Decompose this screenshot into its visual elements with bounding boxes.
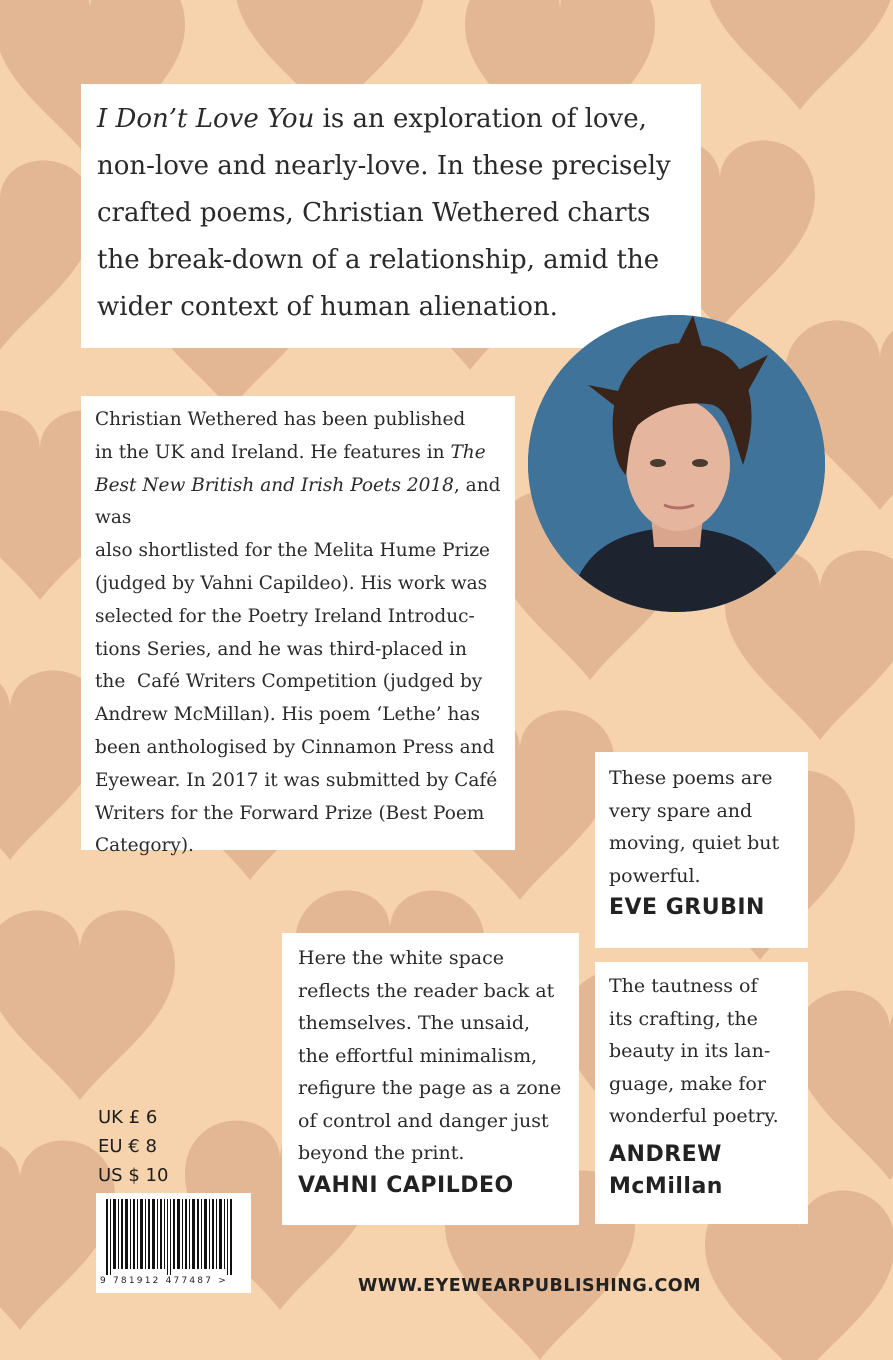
quote-andrew-mcmillan bbox=[595, 962, 808, 1224]
bio-line: been anthologised by Cinnamon Press and bbox=[95, 736, 495, 758]
quote-line: of control and danger just bbox=[298, 1109, 549, 1132]
author-portrait-icon bbox=[528, 315, 825, 612]
anthology-title: The bbox=[450, 441, 486, 463]
anthology-title: Best New British and Irish Poets 2018 bbox=[95, 474, 454, 496]
blurb-line: crafted poems, Christian Wethered charts bbox=[97, 198, 651, 228]
quote-line: beauty in its lan- bbox=[609, 1040, 771, 1062]
book-title: I Don’t Love You bbox=[97, 104, 315, 134]
blurb-line: non-love and nearly-love. In these precisely bbox=[97, 151, 671, 181]
bio-line: Christian Wethered has been published bbox=[95, 409, 466, 430]
bio-line: also shortlisted for the Melita Hume Prize bbox=[95, 540, 490, 562]
quote-author-line: McMillan bbox=[609, 1173, 723, 1199]
quote-line: themselves. The unsaid, bbox=[298, 1012, 531, 1034]
blurb-line: the break-down of a relationship, amid the bbox=[97, 245, 660, 275]
quote-line: The tautness of bbox=[609, 975, 758, 997]
quote-author bbox=[609, 1139, 798, 1203]
quote-line: the effortful minimalism, bbox=[298, 1044, 538, 1067]
price-us: US $ 10 bbox=[98, 1165, 169, 1186]
author-bio bbox=[81, 396, 515, 857]
bio-line: , and was bbox=[95, 474, 501, 529]
quote-author: EVE GRUBIN bbox=[609, 895, 765, 920]
quote-author-line: ANDREW bbox=[609, 1141, 722, 1167]
quote-eve-grubin bbox=[595, 752, 808, 948]
isbn-number: 9 781912 477487 > bbox=[100, 1276, 228, 1286]
bio-line: Category). bbox=[95, 835, 194, 857]
publisher-url[interactable]: WWW.EYEWEARPUBLISHING.COM bbox=[358, 1276, 702, 1296]
quote-line: powerful. bbox=[609, 864, 701, 887]
quote-line: Here the white space bbox=[298, 947, 504, 969]
quote-line: refigure the page as a zone bbox=[298, 1077, 562, 1099]
blurb-line: is an exploration of love, bbox=[314, 104, 647, 134]
quote-author: VAHNI CAPILDEO bbox=[298, 1172, 514, 1198]
book-blurb bbox=[81, 84, 701, 348]
blurb-line: wider context of human alienation. bbox=[97, 292, 558, 322]
quote-line: wonderful poetry. bbox=[609, 1105, 779, 1127]
bio-line: (judged by Vahni Capildeo). His work was bbox=[95, 572, 488, 594]
price-list bbox=[98, 1103, 168, 1190]
bio-line: Writers for the Forward Prize (Best Poem bbox=[95, 802, 485, 824]
bio-line: Eyewear. In 2017 it was submitted by Café bbox=[95, 769, 498, 791]
bio-line: the Café Writers Competition (judged by bbox=[95, 671, 483, 693]
quote-line: reflects the reader back at bbox=[298, 979, 555, 1002]
quote-vahni-capildeo bbox=[282, 933, 579, 1225]
bio-line: Andrew McMillan). His poem ‘Lethe’ has bbox=[95, 704, 480, 726]
quote-line: moving, quiet but bbox=[609, 832, 780, 854]
price-uk: UK £ 6 bbox=[98, 1107, 158, 1128]
price-eu: EU € 8 bbox=[98, 1136, 157, 1157]
bio-line: selected for the Poetry Ireland Introduc- bbox=[95, 605, 475, 627]
bio-line: in the UK and Ireland. He features in bbox=[95, 441, 451, 463]
quote-line: guage, make for bbox=[609, 1072, 766, 1095]
bio-line: tions Series, and he was third-placed in bbox=[95, 638, 467, 660]
quote-line: These poems are bbox=[609, 767, 773, 789]
quote-line: beyond the print. bbox=[298, 1142, 465, 1164]
quote-line: very spare and bbox=[609, 799, 753, 822]
quote-line: its crafting, the bbox=[609, 1007, 758, 1030]
author-photo bbox=[528, 315, 825, 612]
